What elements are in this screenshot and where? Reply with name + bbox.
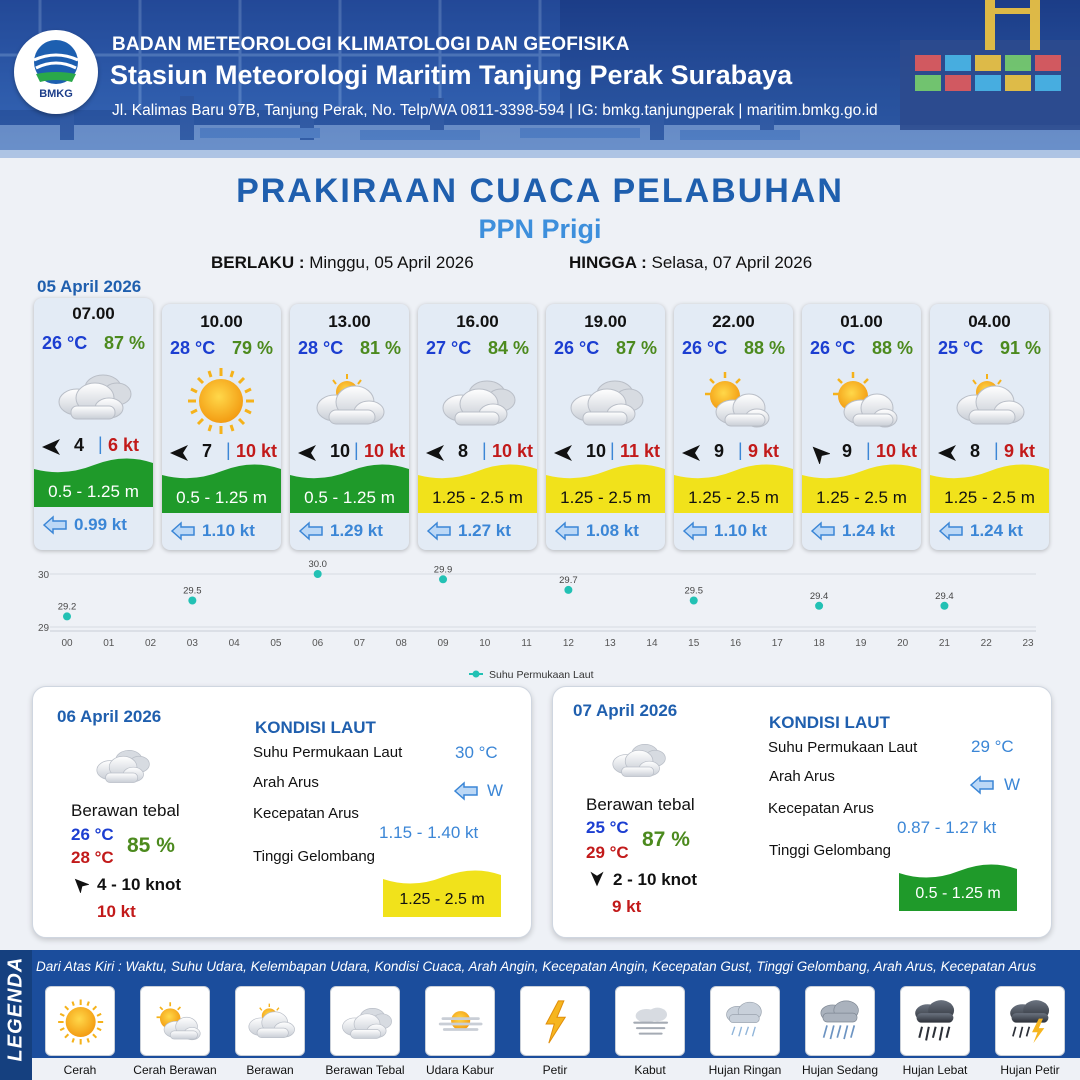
humidity: 81 % — [359, 338, 401, 358]
forecast-time: 19.00 — [584, 312, 627, 331]
legend-icon-box — [235, 986, 305, 1056]
day1-date: 05 April 2026 — [37, 277, 142, 296]
current-row — [418, 518, 537, 546]
cerah-icon — [52, 993, 110, 1051]
day2-wave: 1.25 - 2.5 m — [399, 891, 485, 908]
air-temperature: 26 °C — [42, 333, 88, 353]
wave-height: 1.25 - 2.5 m — [816, 488, 907, 507]
sst-chart — [0, 560, 1080, 685]
legend-icon-box — [140, 986, 210, 1056]
air-temperature: 25 °C — [938, 338, 984, 358]
day3-wind: 2 - 10 knot — [613, 870, 698, 889]
agency-name: BADAN METEOROLOGI KLIMATOLOGI DAN GEOFISIKA — [112, 34, 630, 55]
wind-direction-arrow-icon — [71, 875, 89, 893]
wave-height-badge — [162, 461, 281, 513]
chart-data-label: 29.4 — [935, 590, 954, 602]
port-name: PPN Prigi — [478, 214, 602, 244]
day3-gust: 9 kt — [612, 897, 642, 916]
wave-height-badge — [34, 455, 153, 507]
day2-humidity: 85 % — [127, 834, 175, 857]
day3-temp-min: 25 °C — [586, 818, 629, 837]
day2-current-dir-label: Arah Arus — [253, 774, 319, 791]
forecast-time: 13.00 — [328, 312, 371, 331]
chart-x-tick-label: 04 — [228, 638, 240, 649]
humidity: 88 % — [743, 338, 785, 358]
wave-height: 0.5 - 1.25 m — [176, 488, 267, 507]
chart-y-tick-label: 30 — [38, 570, 50, 581]
wind-speed: 7 — [202, 441, 213, 461]
day3-sea-title: KONDISI LAUT — [769, 713, 890, 732]
day3-condition: Berawan tebal — [586, 795, 695, 814]
day2-wave-badge — [383, 867, 501, 917]
cerah-berawan-icon — [147, 993, 205, 1051]
current-speed: 0.99 kt — [74, 515, 127, 534]
wind-speed: 9 — [714, 441, 725, 461]
wave-height: 1.25 - 2.5 m — [944, 488, 1035, 507]
wave-height: 0.5 - 1.25 m — [304, 488, 395, 507]
separator: | — [482, 440, 487, 460]
legend-item-label: Cerah — [63, 1063, 97, 1077]
chart-x-tick-label: 09 — [437, 638, 449, 649]
air-temperature: 26 °C — [682, 338, 728, 358]
day2-current-speed: 1.15 - 1.40 kt — [379, 823, 479, 842]
legend-item-label: Berawan Tebal — [325, 1063, 405, 1077]
current-row — [546, 518, 665, 546]
berawan-tebal-icon — [435, 366, 520, 436]
legend-item-label: Hujan Lebat — [902, 1063, 968, 1077]
current-arrow-icon — [810, 521, 836, 541]
legend-item-label: Berawan — [246, 1063, 294, 1077]
day3-current-speed-label: Kecepatan Arus — [768, 800, 874, 817]
air-temperature: 26 °C — [554, 338, 600, 358]
day3-current-dir-label: Arah Arus — [769, 768, 835, 785]
humidity: 79 % — [231, 338, 273, 358]
gust-speed: 11 kt — [620, 441, 661, 461]
wave-height-badge — [674, 461, 793, 513]
legend-title: LEGENDA — [4, 956, 27, 1062]
station-address: Jl. Kalimas Baru 97B, Tanjung Perak, No. Telp/WA 0811-3398-594 | IG: bmkg.tanjungperak | maritim.bmkg.go.id — [112, 102, 878, 119]
chart-x-tick-label: 12 — [562, 638, 574, 649]
separator: | — [226, 440, 231, 460]
current-row — [674, 518, 793, 546]
chart-x-tick-label: 10 — [479, 638, 491, 649]
chart-x-tick-label: 06 — [312, 638, 324, 649]
forecast-card — [802, 304, 921, 550]
air-temperature: 27 °C — [426, 338, 472, 358]
day3-date: 07 April 2026 — [573, 701, 678, 720]
day2-temp-max: 28 °C — [71, 848, 114, 867]
legend-icon-box — [45, 986, 115, 1056]
chart-legend-label: Suhu Permukaan Laut — [489, 669, 594, 681]
current-arrow-icon — [42, 515, 68, 535]
hujan-sedang-icon — [812, 993, 870, 1051]
separator: | — [610, 440, 615, 460]
gust-speed: 9 kt — [1004, 441, 1036, 461]
current-speed: 1.10 kt — [202, 521, 255, 540]
current-arrow-icon — [426, 521, 452, 541]
berawan-icon — [307, 366, 392, 436]
chart-x-tick-label: 08 — [395, 638, 407, 649]
wind-speed: 10 — [330, 441, 351, 461]
chart-x-tick-label: 13 — [604, 638, 616, 649]
legend-item-label: Kabut — [634, 1063, 666, 1077]
day2-temp-min: 26 °C — [71, 825, 114, 844]
chart-point — [940, 602, 948, 610]
current-row — [34, 512, 153, 540]
forecast-time: 22.00 — [712, 312, 755, 331]
day2-gust: 10 kt — [97, 902, 136, 921]
forecast-card — [930, 304, 1049, 550]
chart-x-tick-label: 11 — [521, 638, 532, 649]
legend-icon-box — [330, 986, 400, 1056]
chart-data-label: 29.5 — [183, 585, 202, 597]
cerah-berawan-icon — [819, 366, 904, 436]
forecast-card — [418, 304, 537, 550]
legend-item-label: Hujan Sedang — [801, 1063, 879, 1077]
current-row — [802, 518, 921, 546]
gust-speed: 10 kt — [492, 441, 534, 461]
legend-icon-box — [615, 986, 685, 1056]
chart-x-tick-label: 15 — [688, 638, 700, 649]
valid-to — [569, 253, 812, 273]
wind-speed: 9 — [842, 441, 853, 461]
legend-icon-box — [425, 986, 495, 1056]
air-temperature: 28 °C — [298, 338, 344, 358]
chart-x-tick-label: 01 — [103, 638, 115, 649]
berawan-tebal-icon — [51, 360, 136, 430]
valid-from-label: BERLAKU : — [211, 253, 305, 272]
bmkg-logo-icon — [14, 30, 98, 114]
day3-sst: 29 °C — [971, 737, 1014, 756]
gust-speed: 9 kt — [748, 441, 780, 461]
chart-data-label: 29.7 — [559, 574, 578, 586]
day2-current-speed-label: Kecepatan Arus — [253, 805, 359, 822]
forecast-card — [34, 298, 153, 550]
chart-x-tick-label: 03 — [186, 638, 198, 649]
day2-condition: Berawan tebal — [71, 801, 180, 820]
day2-current-dir: W — [487, 781, 504, 800]
humidity: 91 % — [999, 338, 1041, 358]
valid-to-label: HINGGA : — [569, 253, 647, 272]
chart-legend-marker — [473, 671, 480, 678]
chart-x-tick-label: 23 — [1022, 638, 1034, 649]
forecast-card — [674, 304, 793, 550]
wind-speed: 8 — [458, 441, 469, 461]
chart-data-label: 30.0 — [308, 560, 327, 570]
air-temperature: 28 °C — [170, 338, 216, 358]
legend-icon-box — [520, 986, 590, 1056]
gust-speed: 10 kt — [236, 441, 278, 461]
day3-panel — [552, 686, 1052, 938]
chart-point — [815, 602, 823, 610]
hujan-lebat-icon — [907, 993, 965, 1051]
header-banner — [0, 0, 1080, 158]
chart-x-tick-label: 14 — [646, 638, 658, 649]
legend-icon-box — [710, 986, 780, 1056]
separator: | — [738, 440, 743, 460]
chart-point — [188, 597, 196, 605]
chart-point — [690, 597, 698, 605]
current-speed: 1.08 kt — [586, 521, 639, 540]
berawan-tebal-icon — [337, 993, 395, 1051]
current-row — [162, 518, 281, 546]
day3-humidity: 87 % — [642, 828, 690, 851]
wind-direction-arrow-icon — [588, 870, 606, 888]
wave-height: 1.25 - 2.5 m — [432, 488, 523, 507]
day3-wave-badge — [899, 861, 1017, 911]
wave-height-badge — [418, 461, 537, 513]
chart-x-tick-label: 22 — [980, 638, 992, 649]
chart-data-label: 29.4 — [809, 590, 829, 602]
udara-kabur-icon — [432, 993, 490, 1051]
separator: | — [994, 440, 999, 460]
bmkg-logo — [14, 30, 98, 114]
valid-to-value: Selasa, 07 April 2026 — [651, 253, 813, 272]
wind-speed: 8 — [970, 441, 981, 461]
chart-x-tick-label: 20 — [897, 638, 909, 649]
humidity: 88 % — [871, 338, 913, 358]
forecast-card — [290, 304, 409, 550]
day3-current-dir: W — [1004, 775, 1021, 794]
berawan-icon — [947, 366, 1032, 436]
forecast-card — [546, 304, 665, 550]
separator: | — [354, 440, 359, 460]
page-title: PRAKIRAAN CUACA PELABUHAN — [236, 172, 844, 210]
current-row — [290, 518, 409, 546]
current-speed: 1.24 kt — [842, 521, 895, 540]
forecast-card — [162, 304, 281, 550]
hujan-ringan-icon — [717, 993, 775, 1051]
separator: | — [866, 440, 871, 460]
day3-current-speed: 0.87 - 1.27 kt — [897, 818, 997, 837]
valid-from-value: Minggu, 05 April 2026 — [309, 253, 474, 272]
cerah-icon — [179, 366, 264, 436]
day2-panel — [32, 686, 532, 938]
chart-point — [439, 575, 447, 583]
wave-height: 1.25 - 2.5 m — [560, 488, 651, 507]
legend-side — [0, 950, 32, 1080]
logo-text: BMKG — [39, 88, 73, 100]
day2-sst-label: Suhu Permukaan Laut — [253, 744, 403, 761]
current-arrow-icon — [453, 781, 479, 801]
chart-x-tick-label: 16 — [729, 638, 742, 649]
day3-wave: 0.5 - 1.25 m — [915, 885, 1001, 902]
current-arrow-icon — [170, 521, 196, 541]
valid-from — [211, 253, 474, 273]
berawan-tebal-icon — [563, 366, 648, 436]
day2-wind: 4 - 10 knot — [97, 875, 182, 894]
forecast-time: 16.00 — [456, 312, 499, 331]
current-arrow-icon — [938, 521, 964, 541]
wind-speed: 4 — [74, 435, 85, 455]
legend-icon-box — [805, 986, 875, 1056]
station-name: Stasiun Meteorologi Maritim Tanjung Perak Surabaya — [110, 60, 793, 90]
current-speed: 1.24 kt — [970, 521, 1023, 540]
chart-point — [314, 570, 322, 578]
air-temperature: 26 °C — [810, 338, 856, 358]
humidity: 87 % — [103, 333, 145, 353]
legend-icon-box — [995, 986, 1065, 1056]
chart-x-tick-label: 19 — [855, 638, 867, 649]
chart-x-tick-label: 00 — [61, 638, 73, 649]
current-speed: 1.29 kt — [330, 521, 383, 540]
day2-sst: 30 °C — [455, 743, 498, 762]
current-arrow-icon — [554, 521, 580, 541]
current-speed: 1.27 kt — [458, 521, 511, 540]
chart-x-tick-label: 17 — [771, 638, 783, 649]
wave-height: 1.25 - 2.5 m — [688, 488, 779, 507]
wave-height: 0.5 - 1.25 m — [48, 482, 139, 501]
gust-speed: 6 kt — [108, 435, 140, 455]
humidity: 87 % — [615, 338, 657, 358]
current-arrow-icon — [969, 775, 995, 795]
separator: | — [98, 434, 103, 454]
legend-item-label: Petir — [542, 1063, 568, 1077]
chart-data-label: 29.2 — [57, 601, 77, 613]
day2-sea-title: KONDISI LAUT — [255, 718, 376, 737]
legend-item-label: Cerah Berawan — [133, 1063, 217, 1077]
legend-note: Dari Atas Kiri : Waktu, Suhu Udara, Kelembapan Udara, Kondisi Cuaca, Arah Angin, Kecepatan Angin, Kecepatan Gust, Tinggi Gelombang, Arah Arus, Kecepatan Arus — [36, 959, 1037, 974]
day3-temp-max: 29 °C — [586, 843, 629, 862]
wave-height-badge — [802, 461, 921, 513]
legend-item-label: Hujan Ringan — [708, 1063, 782, 1077]
hujan-petir-icon — [1002, 993, 1060, 1051]
kabut-icon — [622, 993, 680, 1051]
chart-x-tick-label: 18 — [813, 638, 825, 649]
chart-data-label: 29.9 — [433, 564, 453, 576]
forecast-time: 07.00 — [72, 304, 115, 323]
legend-item-label: Hujan Petir — [1000, 1063, 1060, 1077]
wave-height-badge — [290, 461, 409, 513]
current-speed: 1.10 kt — [714, 521, 767, 540]
wave-height-badge — [546, 461, 665, 513]
gust-speed: 10 kt — [364, 441, 406, 461]
berawan-icon — [242, 993, 300, 1051]
day3-wave-label: Tinggi Gelombang — [769, 842, 892, 859]
day2-wave-label: Tinggi Gelombang — [253, 848, 376, 865]
chart-y-tick-label: 29 — [38, 623, 50, 634]
berawan-tebal-icon — [607, 733, 669, 785]
chart-point — [63, 612, 71, 620]
gust-speed: 10 kt — [876, 441, 918, 461]
day3-sst-label: Suhu Permukaan Laut — [768, 739, 918, 756]
chart-x-tick-label: 02 — [145, 638, 157, 649]
berawan-tebal-icon — [91, 739, 153, 791]
legend-item-label: Udara Kabur — [425, 1063, 495, 1077]
humidity: 84 % — [487, 338, 529, 358]
forecast-time: 01.00 — [840, 312, 883, 331]
current-arrow-icon — [682, 521, 708, 541]
day2-date: 06 April 2026 — [57, 707, 162, 726]
current-row — [930, 518, 1049, 546]
petir-icon — [527, 993, 585, 1051]
forecast-time: 10.00 — [200, 312, 243, 331]
chart-x-tick-label: 05 — [270, 638, 282, 649]
cerah-berawan-icon — [691, 366, 776, 436]
current-arrow-icon — [298, 521, 324, 541]
forecast-time: 04.00 — [968, 312, 1011, 331]
chart-x-tick-label: 21 — [938, 638, 950, 649]
chart-data-label: 29.5 — [684, 585, 703, 597]
legend-icon-box — [900, 986, 970, 1056]
wind-speed: 10 — [586, 441, 607, 461]
wave-height-badge — [930, 461, 1049, 513]
chart-point — [564, 586, 572, 594]
chart-x-tick-label: 07 — [353, 638, 366, 649]
